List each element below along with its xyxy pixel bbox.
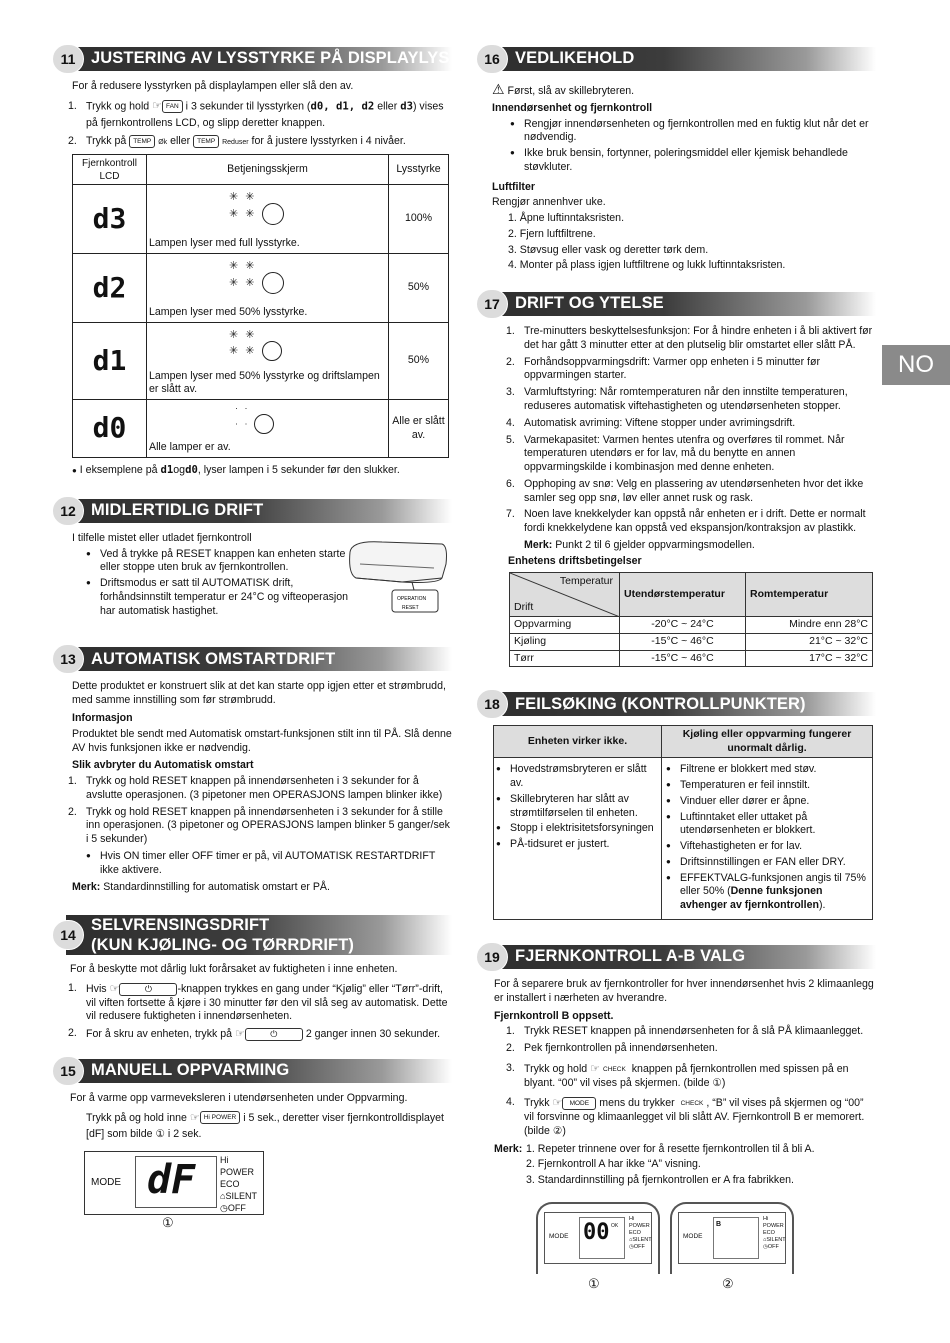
s19-intro: For å separere bruk av fjernkontroller for hver innendørsenhet hvis 2 klimaanlegg er installert i nærheten av hverandre. bbox=[494, 978, 874, 1004]
s11-intro: For å redusere lysstyrken på displaylampen eller slå den av. bbox=[72, 80, 354, 92]
hand-icon: ☞ bbox=[552, 1097, 563, 1110]
list-item: 1. Trykk og hold RESET knappen på innendørsenheten i 3 sekunder for å avslutte operasjonen. (3 pipetoner men OPERASJONS lampen blinker ikke) bbox=[68, 775, 443, 801]
warning-icon: ⚠ bbox=[492, 81, 505, 97]
s12-body bbox=[52, 532, 452, 619]
list-item: ● Filtrene er blokkert med støv. bbox=[680, 763, 868, 777]
s11-step-1: 1. Trykk og hold ☞ FAN i 3 sekunder til lysstyrken (d0, d1, d2 eller d3) vises på fjernkontrollens LCD, og slipp deretter knappen. bbox=[68, 99, 444, 129]
section-number: 16 bbox=[476, 44, 508, 74]
list-item: 5. Varmekapasitet: Varmen hentes utenfra og overføres til rommet. Når temperaturen utendørs er for lav, må du benytte en annen oppvarmingskilde i kombinasjon med denne enheten. bbox=[506, 433, 845, 474]
s13-body bbox=[52, 680, 452, 773]
hand-icon: ☞ bbox=[189, 1111, 200, 1124]
section-title: FEILSØKING (KONTROLLPUNKTER) bbox=[515, 694, 806, 713]
table-row: Tørr -15°C ~ 46°C 17°C ~ 32°C bbox=[510, 650, 873, 667]
list-item: ● PÅ-tidsuret er justert. bbox=[510, 838, 657, 852]
list-item: 2. For å skru av enheten, trykk på ☞ ⏻ 2 ganger innen 30 sekunder. bbox=[68, 1027, 441, 1041]
power-button-icon: ⏻ bbox=[119, 983, 177, 996]
list-item: ● Driftsinnstillingen er FAN eller DRY. bbox=[680, 856, 868, 870]
lcd-display-df bbox=[84, 1151, 264, 1215]
list-item: ● Ved å trykke på RESET knappen kan enheten starte eller stoppe uten bruk av fjernkontrollen. bbox=[100, 548, 352, 576]
clock-icon: ◷ bbox=[220, 1203, 228, 1214]
s19-steps bbox=[476, 1025, 876, 1138]
s17-list bbox=[476, 325, 876, 536]
s13-note: Merk: Standardinnstilling for automatisk omstart er PÅ. bbox=[72, 881, 330, 894]
list-item: ● Viftehastigheten er for lav. bbox=[680, 840, 868, 854]
table-row: Kjøling -15°C ~ 46°C 21°C ~ 32°C bbox=[510, 634, 873, 651]
lamp-icons-half-off: ✳ ✳ ✳ ✳ bbox=[229, 329, 282, 361]
figure-number: ① bbox=[588, 1275, 600, 1291]
s11-steps bbox=[52, 98, 452, 150]
lamp-icons-half: ✳ ✳ ✳ ✳ bbox=[229, 260, 284, 294]
svg-text:OPERATION: OPERATION bbox=[397, 595, 427, 602]
list-item: 7. Noen lave knekkelyder kan oppstå når enheten er i drift. Dette er normalt fordi knekkelydene kan oppstå ved ekspansjon/kontraksjon av plastikk. bbox=[506, 508, 866, 535]
section-19-header bbox=[476, 942, 876, 972]
section-number: 12 bbox=[52, 496, 84, 526]
lamp-icons-full: ✳ ✳ ✳ ✳ bbox=[229, 191, 284, 225]
s12-bullets bbox=[52, 548, 352, 619]
s17-note: Merk: Punkt 2 til 6 gjelder oppvarmingsmodellen. bbox=[524, 538, 755, 551]
s11-step-2: 2. Trykk på TEMP Øk eller TEMP Reduser for å justere lysstyrken i 4 nivåer. bbox=[68, 135, 406, 148]
s13-sub-heading: Slik avbryter du Automatisk omstart bbox=[72, 759, 254, 772]
figure-number: ② bbox=[722, 1275, 734, 1291]
list-item: ● Stopp i elektrisitetsforsyningen bbox=[510, 822, 657, 836]
check-button-icon: CHECK bbox=[678, 1098, 707, 1109]
house-icon: ⌂ bbox=[629, 1237, 633, 1244]
list-item: 1. Tre-minutters beskyttelsesfunksjon: For å hindre enheten i å bli aktivert før det har gått 3 minutter etter at den plutselig blir omstartet eller slått PÅ. bbox=[506, 325, 873, 351]
fan-button-icon: FAN bbox=[162, 100, 183, 113]
operating-conditions-table: Temperatur Drift Utendørstemperatur Romtemperatur Oppvarming -20°C ~ 24°C Mindre enn 28°C Kjøling -15°C ~ 46°C 21°C ~ 32°C Tørr -15°C ~ 46°C 17°C ~ 32°C bbox=[509, 572, 873, 667]
list-item: 3. Støvsug eller vask og deretter tørk dem. bbox=[508, 243, 709, 256]
section-number: 18 bbox=[476, 689, 508, 719]
check-button-icon: CHECK bbox=[600, 1064, 629, 1075]
s19-heading: Fjernkontroll B oppsett. bbox=[494, 1009, 614, 1022]
section-title: MIDLERTIDLIG DRIFT bbox=[91, 501, 264, 520]
section-title: SELVRENSINGSDRIFT (KUN KJØLING- OG TØRRDRIFT) bbox=[91, 915, 355, 955]
list-item: ● Hovedstrømsbryteren er slått av. bbox=[510, 763, 657, 791]
s13-bullets bbox=[52, 850, 452, 878]
list-item: 2. Pek fjernkontrollen på innendørsenheten. bbox=[506, 1042, 718, 1055]
s13-steps bbox=[52, 775, 452, 847]
section-number: 19 bbox=[476, 942, 508, 972]
language-tab: NO bbox=[882, 345, 950, 385]
s12-intro: I tilfelle mistet eller utladet fjernkontroll bbox=[72, 531, 252, 544]
list-item: 2. Forhåndsoppvarmingsdrift: Varmer opp enheten i 5 minutter før oppvarmingen starter. bbox=[506, 355, 820, 382]
s19-note: Merk: 1. Repeter trinnene over for å resette fjernkontrollen til å bli A. 2. Fjernkontroll A har ikke “A” visning. 3. Standardinnstilling på fjernkontrollen er A fra fabrikken. bbox=[476, 1143, 876, 1188]
section-13-header bbox=[52, 644, 452, 674]
list-item: ● Hvis ON timer eller OFF timer er på, vil AUTOMATISK RESTARTDRIFT ikke aktivere. bbox=[100, 850, 452, 878]
s11-note: ● I eksemplene på d1ogd0, lyser lampen i 5 sekunder før den slukker. bbox=[72, 464, 400, 477]
s14-steps bbox=[52, 982, 452, 1042]
hand-icon: ☞ bbox=[590, 1062, 601, 1075]
table-row: d0 · · · · Alle lamper er av. Alle er slått av. bbox=[73, 400, 449, 458]
section-14-header bbox=[52, 913, 452, 957]
list-item: ● Driftsmodus er satt til AUTOMATISK drift, forhåndsinnstilt temperatur er 24°C og vifteoperasjon har automatisk hastighet. bbox=[100, 577, 352, 618]
temp-up-button-icon: TEMP bbox=[129, 135, 155, 148]
section-number: 13 bbox=[52, 644, 84, 674]
s16-warning: ⚠ Først, slå av skillebryteren. bbox=[492, 81, 635, 97]
clock-icon: ◷ bbox=[763, 1244, 768, 1251]
section-number: 15 bbox=[52, 1056, 84, 1086]
troubleshooting-table: Enheten virker ikke. Kjøling eller oppvarming fungerer unormalt dårlig. ● Hovedstrømsbryteren er slått av. ● Skillebryteren har slått av strømtilførselen til enheten. ● Stopp i elektrisitetsforsyningen ● PÅ-tidsuret er justert. ● Filtrene er blokkert med støv. ● Temperaturen er feil innstilt. ● Vinduer eller dører er åpne. ● Luftinntaket eller uttaket på utendørsenheten er blokkert. ● Viftehastigheten er for lav. ● Driftsinnstillingen er FAN eller DRY. ● EFFEKTVALG-funksjonen angis til 75% eller 50% (Denne funksjonen avhenger av fjernkontrollen). bbox=[493, 725, 873, 920]
list-item: ● Vinduer eller dører er åpne. bbox=[680, 795, 868, 809]
svg-text:RESET: RESET bbox=[402, 604, 419, 611]
s14-intro: For å beskytte mot dårlig lukt forårsaket av fuktigheten i inne enheten. bbox=[70, 963, 398, 976]
section-16-header bbox=[476, 44, 876, 74]
list-item: ● Temperaturen er feil innstilt. bbox=[680, 779, 868, 793]
list-item: 1. Repeter trinnene over for å resette fjernkontrollen til å bli A. bbox=[526, 1142, 815, 1155]
list-item: 2. Trykk og hold RESET knappen på innendørsenheten i 3 sekunder for å stille inn operasjonen. (3 pipetoner og OPERASJONS lampen blinker 5 ganger/sek i 5 sekunder) bbox=[68, 805, 450, 846]
list-item: 3. Standardinnstilling på fjernkontrollen er A fra fabrikken. bbox=[526, 1174, 794, 1187]
s15-intro: For å varme opp varmeveksleren i utendørsenheten under Oppvarming. bbox=[70, 1091, 408, 1104]
clock-icon: ◷ bbox=[629, 1244, 634, 1251]
remote-figures bbox=[476, 1202, 876, 1292]
list-item: 2. Fjernkontroll A har ikke “A” visning. bbox=[526, 1158, 701, 1171]
list-item: ● Skillebryteren har slått av strømtilførselen til enheten. bbox=[510, 793, 657, 821]
list-item: 2. Fjern luftfiltrene. bbox=[508, 227, 596, 240]
section-17-header bbox=[476, 289, 876, 319]
list-item: 3. Trykk og hold ☞ CHECK knappen på fjernkontrollen med spissen på en blyant. “00” vil vises på skjermen. (bilde ①) bbox=[506, 1061, 849, 1089]
list-item: 6. Opphoping av snø: Velg en plassering av utendørsenheten hvor det ikke samler seg opp snø, løv eller annet rusk og rask. bbox=[506, 477, 864, 504]
mode-button-icon: MODE bbox=[562, 1097, 596, 1110]
hand-icon: ☞ bbox=[109, 982, 120, 995]
table-row: d1 ✳ ✳ ✳ ✳ Lampen lyser med 50% lysstyrke og driftslampen er slått av. 50% bbox=[73, 323, 449, 400]
power-button-icon: ⏻ bbox=[245, 1028, 303, 1041]
poor-performance-list bbox=[666, 763, 868, 913]
section-title: MANUELL OPPVARMING bbox=[91, 1061, 290, 1080]
indoor-unit-illustration bbox=[342, 534, 452, 616]
s13-info-heading: Informasjon bbox=[72, 712, 133, 724]
list-item: ● Rengjør innendørsenheten og fjernkontrollen med en fuktig klut når det er nødvendig. bbox=[524, 118, 876, 146]
list-item: ● EFFEKTVALG-funksjonen angis til 75% eller 50% (Denne funksjonen avhenger av fjernkontrollen). bbox=[680, 872, 868, 913]
table-row: Oppvarming -20°C ~ 24°C Mindre enn 28°C bbox=[510, 617, 873, 634]
section-18-header bbox=[476, 689, 876, 719]
section-title: AUTOMATISK OMSTARTDRIFT bbox=[91, 649, 336, 668]
right-column bbox=[476, 44, 876, 1292]
left-column bbox=[52, 44, 452, 1231]
section-15-header bbox=[52, 1056, 452, 1086]
table-row: d2 ✳ ✳ ✳ ✳ Lampen lyser med 50% lysstyrke. 50% bbox=[73, 254, 449, 323]
house-icon: ⌂ bbox=[763, 1237, 767, 1244]
hand-icon: ☞ bbox=[152, 99, 163, 112]
section-title: DRIFT OG YTELSE bbox=[515, 294, 664, 313]
s13-info: Produktet ble sendt med Automatisk omstart-funksjonen stilt inn til PÅ. Slå denne AV hvis funksjonen ikke er nødvendig. bbox=[72, 727, 452, 754]
list-item: ● Ikke bruk bensin, fortynner, poleringsmiddel eller kjemisk behandlede støvkluter. bbox=[524, 147, 876, 175]
house-icon: ⌂ bbox=[220, 1190, 226, 1201]
section-title: FJERNKONTROLL A-B VALG bbox=[515, 947, 746, 966]
list-item: 4. Automatisk avriming: Viftene stopper under avrimingsdrift. bbox=[506, 416, 796, 429]
s16-filter-steps bbox=[476, 196, 876, 273]
hipower-button-icon: Hi POWER bbox=[200, 1111, 241, 1124]
lcd-mode-label: MODE bbox=[91, 1176, 121, 1188]
not-working-list bbox=[498, 763, 657, 852]
list-item: 1. Trykk RESET knappen på innendørsenheten for å slå PÅ klimaanlegget. bbox=[506, 1025, 864, 1038]
section-12-header bbox=[52, 496, 452, 526]
s15-step: Trykk på og hold inne ☞ Hi POWER i 5 sek., deretter viser fjernkontrolldisplayet [dF] som bilde ① i 2 sek. bbox=[86, 1111, 444, 1140]
section-number: 11 bbox=[52, 44, 84, 74]
s17-conditions-heading: Enhetens driftsbetingelser bbox=[508, 554, 642, 567]
table-row: d3 ✳ ✳ ✳ ✳ Lampen lyser med full lysstyrke. 100% bbox=[73, 185, 449, 254]
lamp-icons-off: · · · · bbox=[235, 404, 274, 434]
lcd-code: dF bbox=[147, 1156, 196, 1203]
section-number: 14 bbox=[52, 920, 84, 950]
brightness-table: Fjernkontroll LCD Betjeningsskjerm Lysstyrke d3 ✳ ✳ ✳ ✳ Lampen lyser med full lysstyrke. 100% d2 ✳ ✳ ✳ ✳ Lampen lyser med 50% lysstyrke. 50% d1 ✳ ✳ ✳ ✳ Lampen lyser med 50% lysstyrke og driftslampen er slått av. 50% d0 · · · · Alle lamper er av. Alle er slått av. bbox=[72, 154, 449, 458]
list-item: 3. Varmluftstyring: Når romtemperaturen når den innstilte temperaturen, reduseres automatisk viftehastigheten og utendørsenheten stopper. bbox=[506, 386, 848, 413]
figure-number: ① bbox=[162, 1214, 174, 1230]
section-title: JUSTERING AV LYSSTYRKE PÅ DISPLAYLYS bbox=[91, 49, 450, 68]
list-item: 1. Hvis ☞ ⏻ -knappen trykkes en gang under “Kjølig” eller “Tørr”-drift, vil viften fortsette å kjøre i 30 minutter før den vil slå seg av automatisk. Dette vil redusere fuktigheten i innendørsenheten. bbox=[68, 981, 448, 1023]
section-title: VEDLIKEHOLD bbox=[515, 49, 635, 68]
section-11-header bbox=[52, 44, 452, 74]
list-item: 4. Trykk ☞ MODE mens du trykker CHECK , “B” vil vises på skjermen og “00” vil forsvinne og klimaanlegget vil bli slått AV. Fjernkontroll B er memorert. (bilde ②) bbox=[506, 1096, 865, 1137]
remote-a-figure: MODE 00 OK Hi POWER ECO ⌂SILENT ◷OFF bbox=[536, 1202, 660, 1274]
list-item: 1. Åpne luftinntaksristen. bbox=[508, 212, 625, 225]
temp-down-button-icon: TEMP bbox=[193, 135, 219, 148]
s16-heading-1: Innendørsenhet og fjernkontroll bbox=[492, 101, 653, 114]
s16-heading-2: Luftfilter bbox=[492, 180, 535, 193]
s13-intro: Dette produktet er konstruert slik at det kan starte opp igjen etter et strømbrudd, med samme innstilling som før strømbrudd. bbox=[72, 680, 446, 707]
s16-bullets bbox=[476, 118, 876, 175]
list-item: 4. Monter på plass igjen luftfiltrene og lukk luftinntaksristen. bbox=[508, 259, 786, 272]
lcd-side-labels: Hi POWER ECO ⌂SILENT ◷OFF bbox=[220, 1154, 257, 1214]
s16-filter-intro: Rengjør annenhver uke. bbox=[492, 196, 606, 209]
remote-b-figure: MODE B Hi POWER ECO ⌂SILENT ◷OFF bbox=[670, 1202, 794, 1274]
section-number: 17 bbox=[476, 289, 508, 319]
list-item: ● Luftinntaket eller uttaket på utendørsenheten er blokkert. bbox=[680, 811, 868, 839]
hand-icon: ☞ bbox=[234, 1028, 245, 1041]
